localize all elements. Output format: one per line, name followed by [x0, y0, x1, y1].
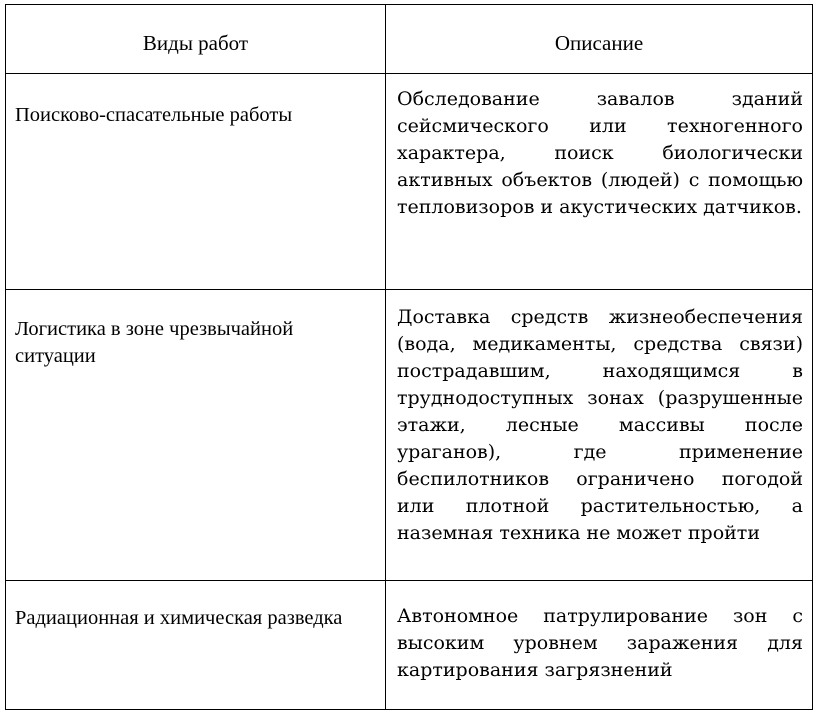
work-kind-text: Радиационная и химическая разведка — [15, 607, 343, 629]
cell-description — [386, 581, 813, 710]
work-description-text: Автономное патрулирование зон с высоким уровнем заражения для картирования загрязнений — [397, 605, 803, 681]
header-cell-kind — [6, 5, 386, 74]
header-label-description: Описание — [554, 31, 644, 55]
work-description-text: Доставка средств жизнеобеспечения (вода, медикаменты, средства связи) пострадавшим, находящимся в труднодоступных зонах (разрушенные этажи, лесные массивы после ураганов), где применение беспилотников ограничено погодой или плотной растительностью, а наземная техника не может пройти — [397, 306, 803, 544]
work-kind-text: Поисково-спасательные работы — [15, 104, 293, 126]
cell-description — [386, 74, 813, 290]
table-row — [6, 290, 813, 581]
header-label-kind: Виды работ — [142, 31, 249, 55]
table-header-row — [6, 5, 813, 74]
header-cell-description — [386, 5, 813, 74]
work-kind-text: Логистика в зоне чрезвычайной ситуации — [15, 318, 294, 368]
cell-kind — [6, 581, 386, 710]
table-row — [6, 74, 813, 290]
work-types-table — [5, 4, 813, 710]
table-row — [6, 581, 813, 710]
work-description-text: Обследование завалов зданий сейсмического или техногенного характера, поиск биологически активных объектов (людей) с помощью тепловизоров и акустических датчиков. — [397, 88, 803, 218]
cell-kind — [6, 74, 386, 290]
cell-kind — [6, 290, 386, 581]
cell-description — [386, 290, 813, 581]
